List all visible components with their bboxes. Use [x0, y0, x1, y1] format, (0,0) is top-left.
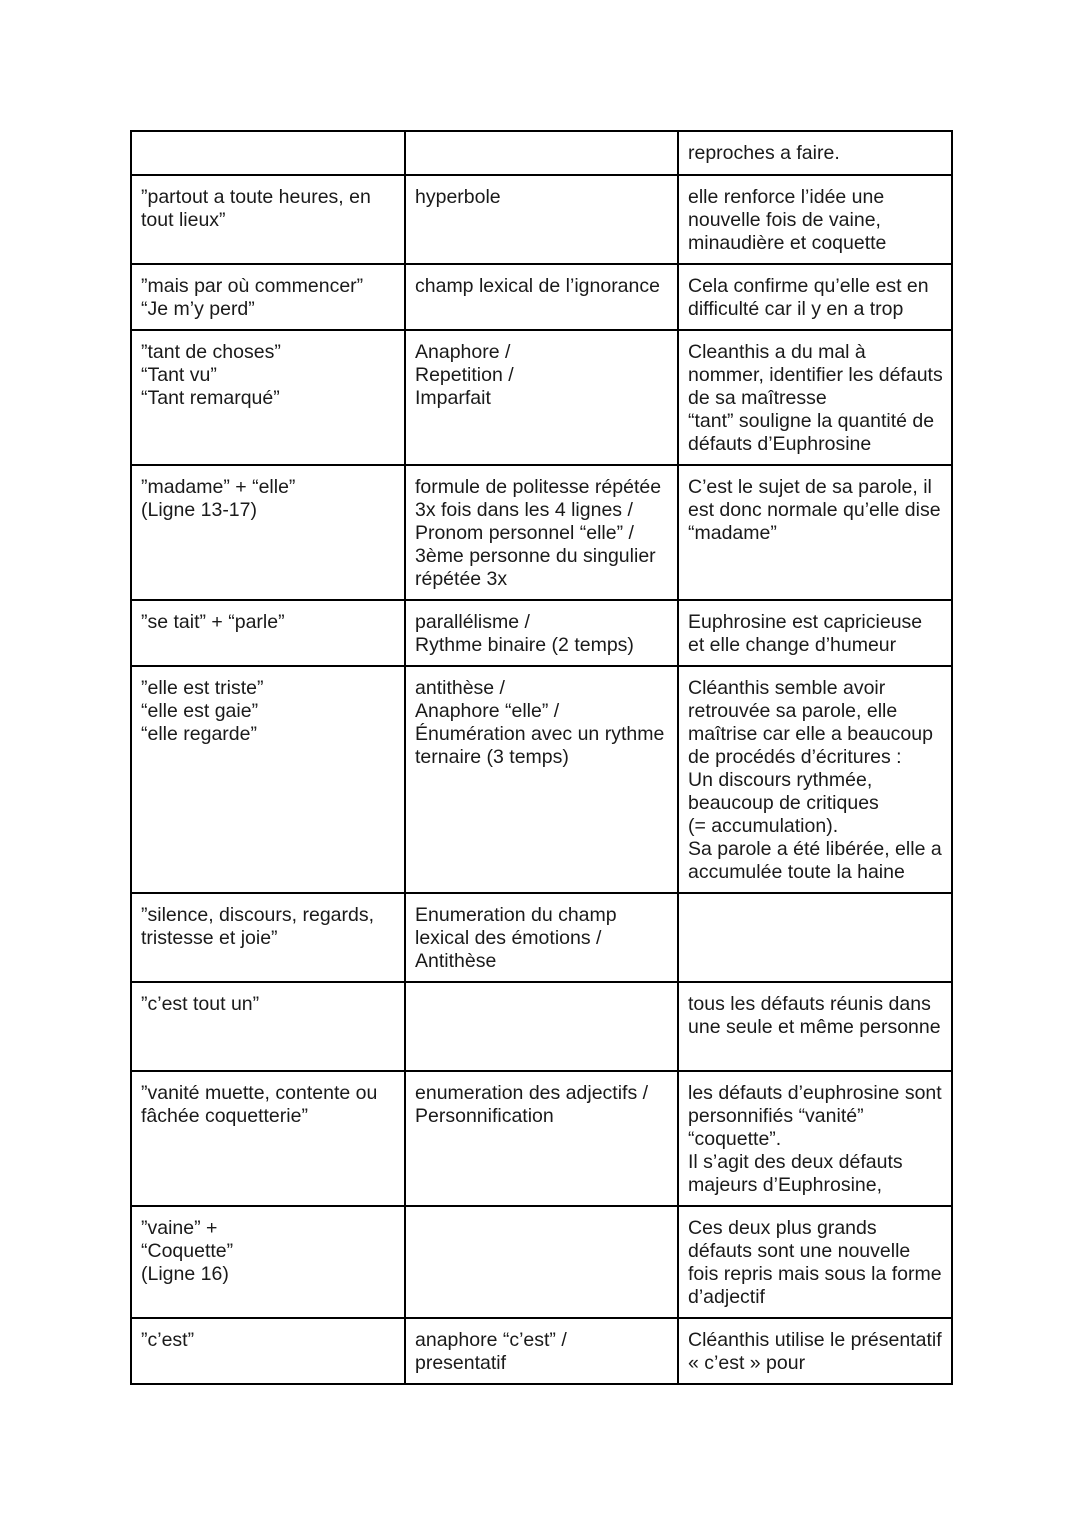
table-row	[131, 1071, 952, 1206]
interpretation-cell: Cela confirme qu’elle est en difficulté car il y en a trop	[678, 264, 952, 330]
interpretation-cell: Euphrosine est capricieuse et elle change d’humeur	[678, 600, 952, 666]
table-row	[131, 1318, 952, 1384]
device-cell: Enumeration du champ lexical des émotions / Antithèse	[405, 893, 678, 982]
quote-cell: ”silence, discours, regards, tristesse et joie”	[131, 893, 405, 982]
quote-cell: ”madame” + “elle” (Ligne 13-17)	[131, 465, 405, 600]
device-cell: enumeration des adjectifs / Personnification	[405, 1071, 678, 1206]
device-cell	[405, 982, 678, 1071]
table-row	[131, 666, 952, 893]
quote-cell	[131, 131, 405, 175]
table-row	[131, 264, 952, 330]
quote-cell: ”vaine” + “Coquette” (Ligne 16)	[131, 1206, 405, 1318]
quote-cell: ”mais par où commencer” “Je m’y perd”	[131, 264, 405, 330]
interpretation-cell: C’est le sujet de sa parole, il est donc normale qu’elle dise “madame”	[678, 465, 952, 600]
device-cell: anaphore “c’est” / presentatif	[405, 1318, 678, 1384]
table-row	[131, 465, 952, 600]
table-row	[131, 600, 952, 666]
quote-cell: ”se tait” + “parle”	[131, 600, 405, 666]
table-row	[131, 175, 952, 264]
interpretation-cell	[678, 893, 952, 982]
interpretation-cell: Cléanthis utilise le présentatif « c’est » pour	[678, 1318, 952, 1384]
interpretation-cell: Cléanthis semble avoir retrouvée sa parole, elle maîtrise car elle a beaucoup de procédés d’écritures : Un discours rythmée, beaucoup de critiques (= accumulation). Sa parole a été libérée, elle a accumulée toute la haine	[678, 666, 952, 893]
device-cell: champ lexical de l’ignorance	[405, 264, 678, 330]
device-cell: antithèse / Anaphore “elle” / Énumération avec un rythme ternaire (3 temps)	[405, 666, 678, 893]
quote-cell: ”c’est tout un”	[131, 982, 405, 1071]
table-row	[131, 330, 952, 465]
device-cell: formule de politesse répétée 3x fois dans les 4 lignes / Pronom personnel “elle” / 3ème personne du singulier répétée 3x	[405, 465, 678, 600]
device-cell: hyperbole	[405, 175, 678, 264]
quote-cell: ”c’est”	[131, 1318, 405, 1384]
table-row	[131, 131, 952, 175]
device-cell: Anaphore / Repetition / Imparfait	[405, 330, 678, 465]
table-row	[131, 982, 952, 1071]
table-row	[131, 893, 952, 982]
quote-cell: ”tant de choses” “Tant vu” “Tant remarqué”	[131, 330, 405, 465]
interpretation-cell: elle renforce l’idée une nouvelle fois de vaine, minaudière et coquette	[678, 175, 952, 264]
device-cell: parallélisme / Rythme binaire (2 temps)	[405, 600, 678, 666]
interpretation-cell: Cleanthis a du mal à nommer, identifier les défauts de sa maîtresse “tant” souligne la quantité de défauts d’Euphrosine	[678, 330, 952, 465]
quote-cell: ”elle est triste” “elle est gaie” “elle regarde”	[131, 666, 405, 893]
table-row	[131, 1206, 952, 1318]
quote-cell: ”vanité muette, contente ou fâchée coquetterie”	[131, 1071, 405, 1206]
interpretation-cell: les défauts d’euphrosine sont personnifiés “vanité” “coquette”. Il s’agit des deux défauts majeurs d’Euphrosine,	[678, 1071, 952, 1206]
interpretation-cell: Ces deux plus grands défauts sont une nouvelle fois repris mais sous la forme d’adjectif	[678, 1206, 952, 1318]
quote-cell: ”partout a toute heures, en tout lieux”	[131, 175, 405, 264]
interpretation-cell: tous les défauts réunis dans une seule et même personne	[678, 982, 952, 1071]
interpretation-cell: reproches a faire.	[678, 131, 952, 175]
device-cell	[405, 131, 678, 175]
device-cell	[405, 1206, 678, 1318]
analysis-table	[130, 130, 953, 1385]
